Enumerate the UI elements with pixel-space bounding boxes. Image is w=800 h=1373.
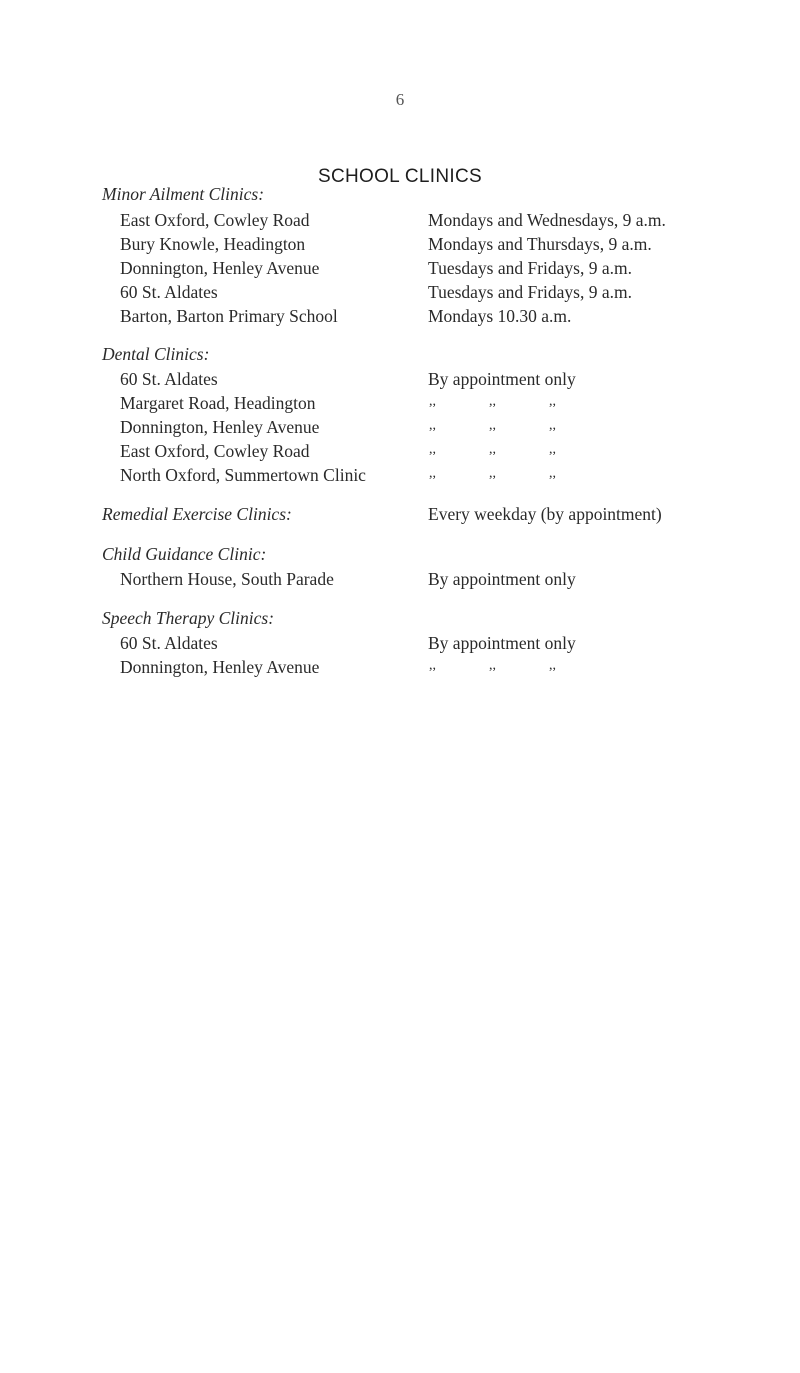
dental-schedule-4: ,, ,, ,, (429, 442, 556, 457)
minor-place-2: Bury Knowle, Headington (120, 234, 306, 254)
minor-schedule-3: Tuesdays and Fridays, 9 a.m. (428, 258, 633, 278)
minor-schedule-4: Tuesdays and Fridays, 9 a.m. (428, 282, 633, 302)
speech-schedule-2: ,, ,, ,, (429, 658, 556, 673)
dental-place-3: Donnington, Henley Avenue (120, 417, 320, 437)
dental-schedule-2: ,, ,, ,, (429, 394, 556, 409)
speech-place-1: 60 St. Aldates (120, 633, 218, 653)
minor-schedule-2: Mondays and Thursdays, 9 a.m. (428, 234, 652, 254)
dental-schedule-5: ,, ,, ,, (429, 466, 556, 481)
minor-ailment-heading: Minor Ailment Clinics: (102, 184, 265, 204)
minor-schedule-1: Mondays and Wednesdays, 9 a.m. (428, 210, 666, 230)
dental-place-5: North Oxford, Summertown Clinic (120, 465, 366, 485)
minor-place-1: East Oxford, Cowley Road (120, 210, 310, 230)
dental-schedule-1: By appointment only (428, 369, 576, 389)
remedial-schedule: Every weekday (by appointment) (428, 504, 662, 524)
dental-place-2: Margaret Road, Headington (120, 393, 316, 413)
dental-schedule-3: ,, ,, ,, (429, 418, 556, 433)
dental-heading: Dental Clinics: (102, 344, 210, 364)
minor-place-3: Donnington, Henley Avenue (120, 258, 320, 278)
child-guidance-heading: Child Guidance Clinic: (102, 544, 267, 564)
speech-place-2: Donnington, Henley Avenue (120, 657, 320, 677)
minor-schedule-5: Mondays 10.30 a.m. (428, 306, 572, 326)
dental-place-4: East Oxford, Cowley Road (120, 441, 310, 461)
child-guidance-schedule-1: By appointment only (428, 569, 576, 589)
child-guidance-place-1: Northern House, South Parade (120, 569, 334, 589)
page-title: SCHOOL CLINICS (318, 166, 482, 187)
page-number: 6 (395, 90, 405, 109)
remedial-heading: Remedial Exercise Clinics: (102, 504, 292, 524)
minor-place-4: 60 St. Aldates (120, 282, 218, 302)
speech-schedule-1: By appointment only (428, 633, 576, 653)
dental-place-1: 60 St. Aldates (120, 369, 218, 389)
speech-therapy-heading: Speech Therapy Clinics: (102, 608, 275, 628)
minor-place-5: Barton, Barton Primary School (120, 306, 338, 326)
